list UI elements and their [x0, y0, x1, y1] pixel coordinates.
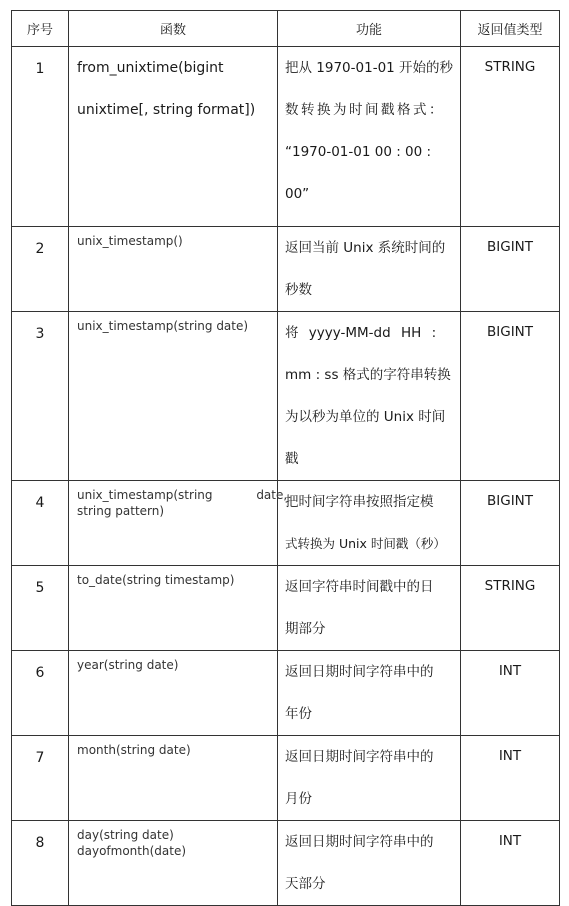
cell-no: 6: [12, 651, 69, 736]
description-line: mm : ss 格式的字符串转换: [285, 367, 451, 383]
function-line: unixtime[, string format]): [77, 102, 256, 118]
cell-return-type: BIGINT: [461, 312, 560, 481]
cell-description: [278, 312, 461, 481]
description-line: 把时间字符串按照指定模: [285, 494, 434, 510]
function-line: to_date(string timestamp): [77, 573, 235, 587]
cell-description: [278, 481, 461, 566]
function-line: unix_timestamp(): [77, 234, 183, 248]
cell-no: 1: [12, 47, 69, 227]
table-row: [12, 651, 560, 736]
function-line: string pattern): [77, 504, 165, 518]
table-row: [12, 47, 560, 227]
cell-return-type: INT: [461, 651, 560, 736]
function-table: [11, 10, 560, 906]
description-line: 返回日期时间字符串中的: [285, 834, 434, 850]
description-line: 返回日期时间字符串中的: [285, 749, 434, 765]
cell-no: 4: [12, 481, 69, 566]
description-line: “1970-01-01 00 : 00 :: [285, 144, 432, 160]
function-line: year(string date): [77, 658, 179, 672]
description-line: 把从 1970-01-01 开始的秒: [285, 60, 454, 76]
cell-no: 5: [12, 566, 69, 651]
description-line: 数转换为时间戳格式：: [285, 102, 445, 118]
cell-no: 8: [12, 821, 69, 906]
description-line: 为以秒为单位的 Unix 时间: [285, 409, 446, 425]
cell-function: [69, 651, 278, 736]
cell-return-type: BIGINT: [461, 227, 560, 312]
header-function: 函数: [69, 11, 278, 47]
description-line: 期部分: [285, 621, 326, 637]
cell-function: [69, 481, 288, 566]
cell-description: [278, 227, 461, 312]
function-line: month(string date): [77, 743, 191, 757]
description-line: 年份: [285, 706, 312, 722]
description-line: 返回字符串时间戳中的日: [285, 579, 434, 595]
cell-no: 7: [12, 736, 69, 821]
function-line: unix_timestamp(string date): [77, 319, 249, 333]
table-row: [12, 736, 560, 821]
cell-description: [278, 47, 461, 227]
cell-function: [69, 47, 278, 227]
function-line: unix_timestamp(string date,: [77, 488, 288, 502]
table-row: [12, 312, 560, 481]
cell-description: [278, 736, 461, 821]
cell-function: [69, 227, 278, 312]
description-line: 00”: [285, 186, 310, 202]
cell-return-type: INT: [461, 736, 560, 821]
function-line: from_unixtime(bigint: [77, 60, 224, 76]
cell-return-type: STRING: [461, 47, 560, 227]
cell-function: [69, 566, 278, 651]
header-no: 序号: [12, 11, 69, 47]
function-line: day(string date): [77, 828, 174, 842]
description-line: 返回日期时间字符串中的: [285, 664, 434, 680]
cell-description: [278, 566, 461, 651]
description-line: 式转换为 Unix 时间戳（秒）: [285, 536, 446, 551]
cell-description: [278, 821, 461, 906]
table-row: [12, 481, 560, 566]
cell-function: [69, 312, 278, 481]
table-row: [12, 566, 560, 651]
description-line: 天部分: [285, 876, 326, 892]
header-description: 功能: [278, 11, 461, 47]
description-line: 月份: [285, 791, 312, 807]
table-header-row: [12, 11, 560, 47]
description-line: 将 yyyy-MM-dd HH :: [285, 325, 437, 341]
cell-no: 3: [12, 312, 69, 481]
description-line: 戳: [285, 451, 299, 467]
description-line: 秒数: [285, 282, 312, 298]
cell-return-type: BIGINT: [461, 481, 560, 566]
cell-function: [69, 736, 278, 821]
function-line: dayofmonth(date): [77, 844, 187, 858]
cell-no: 2: [12, 227, 69, 312]
table-row: [12, 227, 560, 312]
cell-description: [278, 651, 461, 736]
description-line: 返回当前 Unix 系统时间的: [285, 240, 446, 256]
header-return-type: 返回值类型: [461, 11, 560, 47]
table-row: [12, 821, 560, 906]
cell-function: [69, 821, 278, 906]
cell-return-type: STRING: [461, 566, 560, 651]
cell-return-type: INT: [461, 821, 560, 906]
